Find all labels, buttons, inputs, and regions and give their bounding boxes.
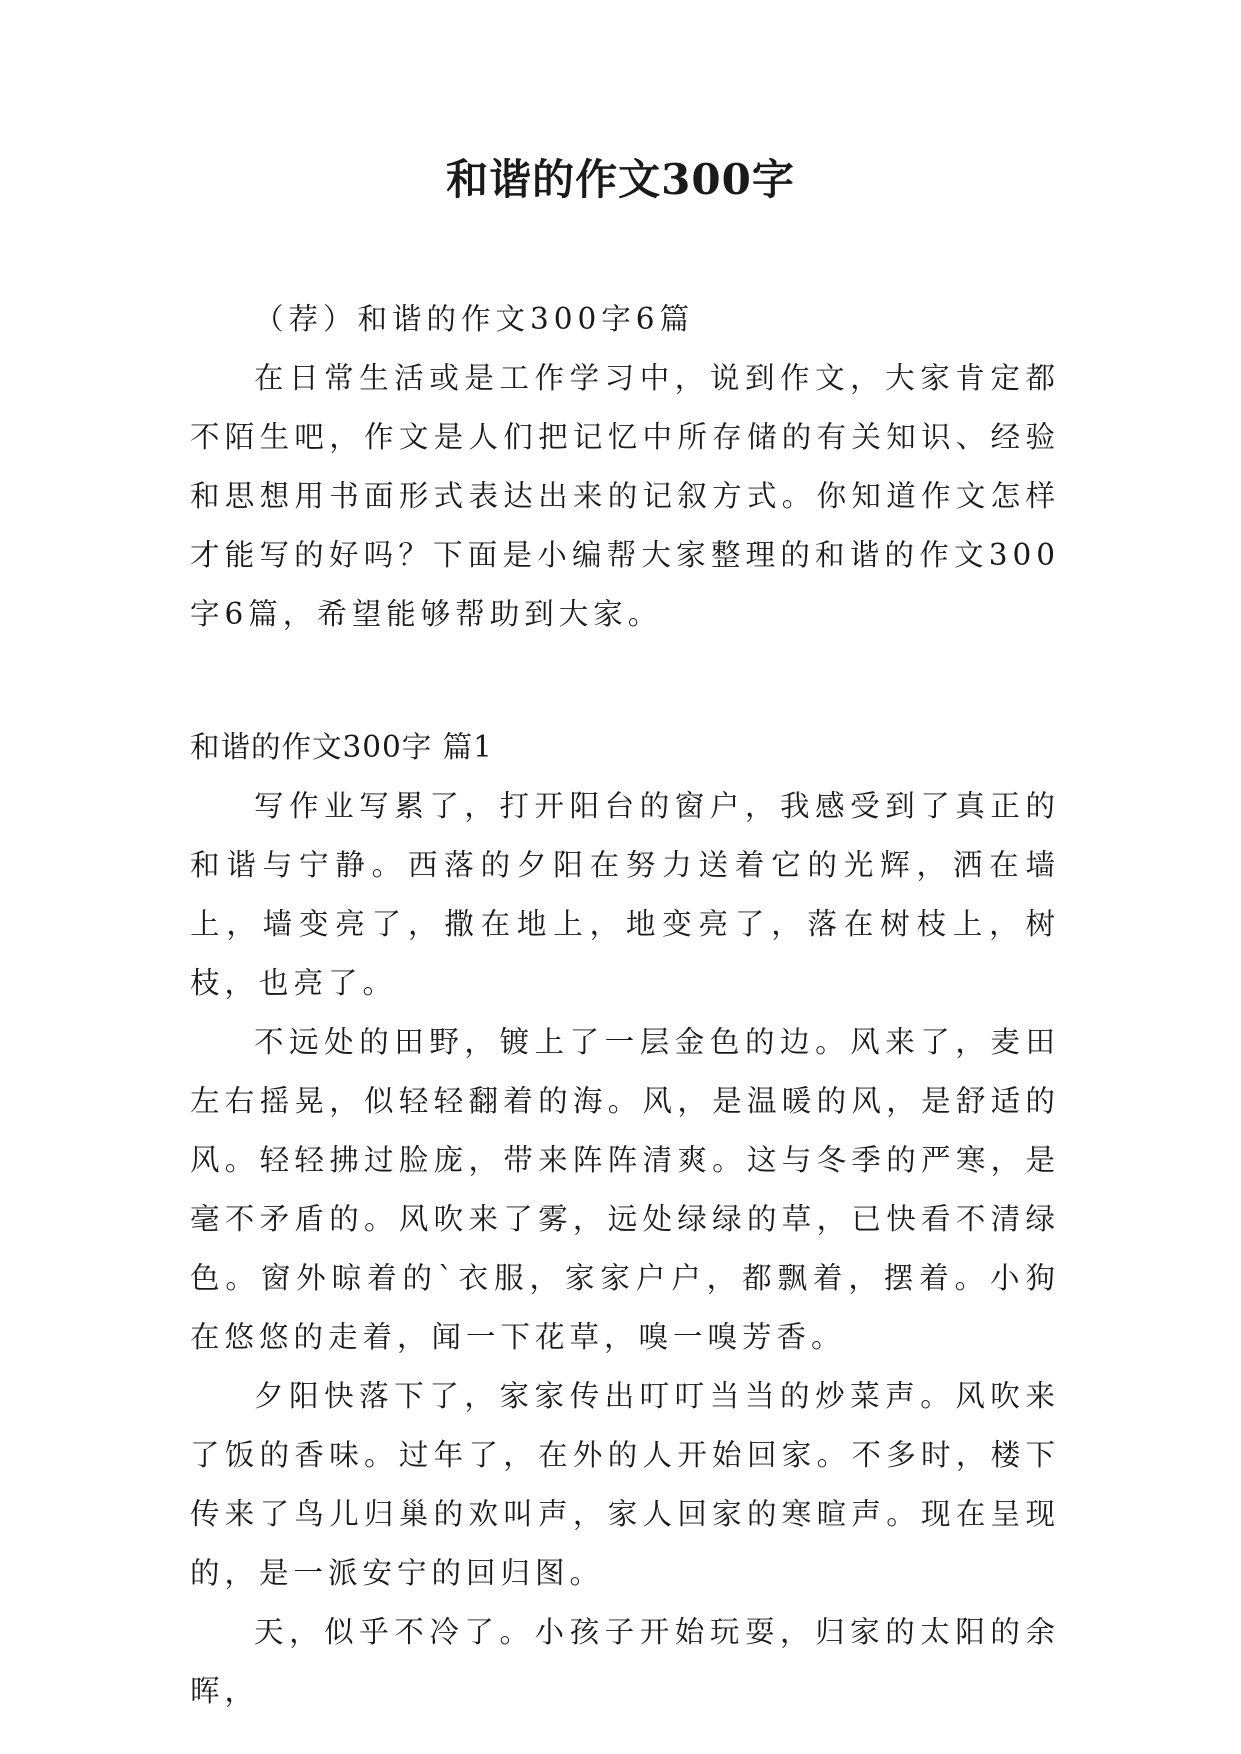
- body-paragraph: 写作业写累了，打开阳台的窗户，我感受到了真正的和谐与宁静。西落的夕阳在努力送着它的光辉，洒在墙上，墙变亮了，撒在地上，地变亮了，落在树枝上，树枝，也亮了。: [190, 789, 1060, 1000]
- section-spacer: [190, 644, 1060, 718]
- body-paragraph: 天，似乎不冷了。小孩子开始玩耍，归家的太阳的余晖，: [190, 1615, 1060, 1708]
- intro-paragraph: 在日常生活或是工作学习中，说到作文，大家肯定都不陌生吧，作文是人们把记忆中所存储的有关知识、经验和思想用书面形式表达出来的记叙方式。你知道作文怎样才能写的好吗？下面是小编帮大家整理的和谐的作文300字6篇，希望能够帮助到大家。: [190, 361, 1060, 631]
- section-heading: 和谐的作文300字 篇1: [190, 730, 493, 764]
- document-subtitle: （荐）和谐的作文300字6篇: [254, 302, 695, 336]
- document-body: [190, 290, 1060, 1721]
- body-paragraph: 夕阳快落下了，家家传出叮叮当当的炒菜声。风吹来了饭的香味。过年了，在外的人开始回家。不多时，楼下传来了鸟儿归巢的欢叫声，家人回家的寒暄声。现在呈现的，是一派安宁的回归图。: [190, 1379, 1060, 1590]
- body-paragraph: 不远处的田野，镀上了一层金色的边。风来了，麦田左右摇晃，似轻轻翻着的海。风，是温暖的风，是舒适的风。轻轻拂过脸庞，带来阵阵清爽。这与冬季的严寒，是毫不矛盾的。风吹来了雾，远处绿绿的草，已快看不清绿色。窗外晾着的`衣服，家家户户，都飘着，摆着。小狗在悠悠的走着，闻一下花草，嗅一嗅芳香。: [190, 1025, 1060, 1354]
- document-title: 和谐的作文300字: [446, 155, 795, 204]
